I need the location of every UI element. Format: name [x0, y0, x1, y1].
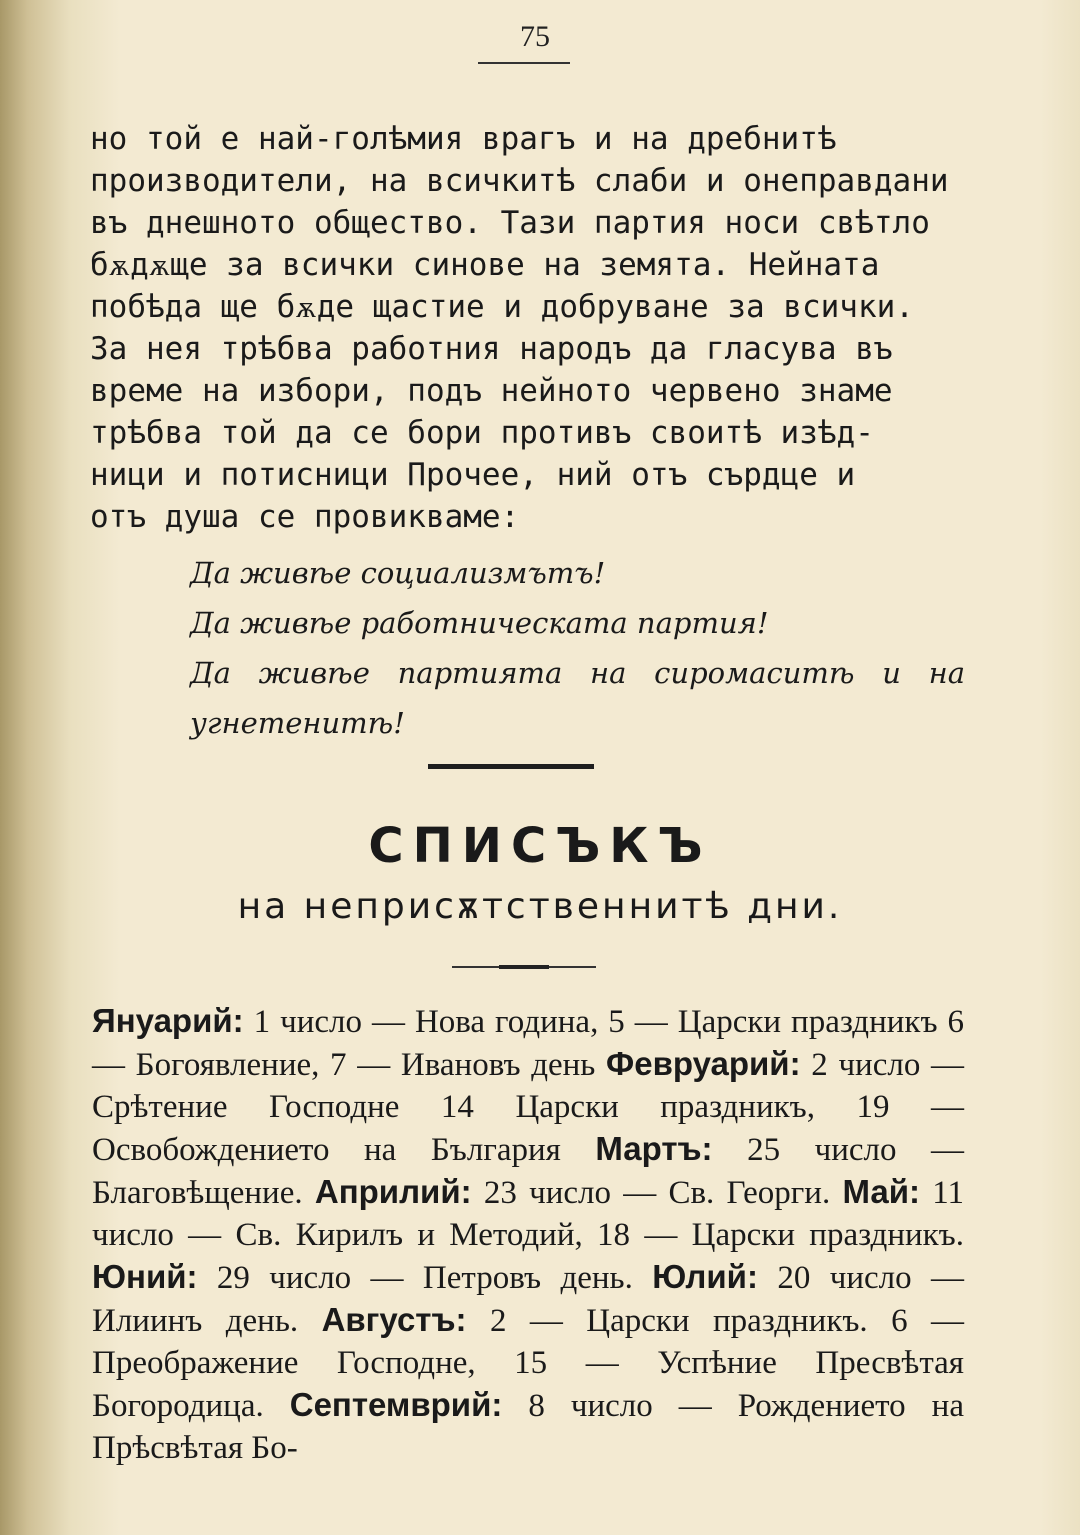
paragraph-line: производители, на всичкитѣ слаби и онеправдани: [90, 163, 949, 199]
holiday-text: 2 число — Срѣтение Господне 14 Царски праздникъ, 19 — Освобождението на България: [92, 1047, 964, 1168]
holiday-entry: [92, 1260, 652, 1296]
holiday-text: 23 число — Св. Георги.: [471, 1175, 843, 1211]
month-name: Априлий:: [314, 1173, 472, 1210]
paragraph-line: бѫдѫще за всички синове на земята. Нейната: [90, 247, 880, 283]
section-divider: [428, 764, 594, 769]
month-name: Януарий:: [92, 1002, 244, 1039]
holiday-text: 11 число — Св. Кирилъ и Методий, 18 — Царски праздникъ.: [92, 1175, 965, 1253]
holidays-list: [92, 1000, 964, 1469]
holiday-text: 29 число — Петровъ день.: [197, 1260, 653, 1296]
paragraph-line: трѣбва той да се бори противъ своитѣ изѣд-: [90, 415, 874, 451]
page-number-rule: [478, 62, 570, 64]
slogan: Да живѣе работническата партия!: [190, 606, 769, 640]
paragraph-line: побѣда ще бѫде щастие и добруване за всички.: [90, 289, 914, 325]
holiday-text: 2 — Царски праздникъ. 6 — Преображение Господне, 15 — Успѣние Пресвѣтая Богородица.: [92, 1303, 964, 1424]
month-name: Май:: [842, 1173, 920, 1210]
month-name: Юний:: [92, 1258, 198, 1295]
paragraph-line: въ днешното общество. Тази партия носи свѣтло: [90, 205, 930, 241]
holiday-text: 25 число — Благовѣщение.: [92, 1132, 964, 1211]
month-name: Юлий:: [652, 1258, 758, 1295]
page-number: 75: [520, 20, 550, 53]
month-name: Септемврий:: [289, 1386, 503, 1423]
slogans-block: [90, 548, 965, 748]
holiday-text: 8 число — Рождението на Прѣсвѣтая Бо-: [92, 1388, 964, 1466]
month-name: Мартъ:: [595, 1130, 713, 1167]
section-subtitle: на неприсѫтственнитѣ дни.: [237, 886, 843, 927]
month-name: Февруарий:: [606, 1045, 801, 1082]
holiday-text: 20 число — Илиинъ день.: [92, 1260, 964, 1339]
paragraph-line: За нея трѣбва работния народъ да гласува въ: [90, 331, 893, 367]
paragraph-line: отъ душа се провикваме:: [90, 499, 520, 535]
holiday-entry: [315, 1175, 843, 1211]
body-paragraph: [90, 118, 965, 538]
paragraph-line: ници и потисници Прочее, ний отъ сърдце и: [90, 457, 856, 493]
holiday-text: 1 число — Нова година, 5 — Царски праздникъ 6 — Богоявление, 7 — Ивановъ день: [92, 1004, 964, 1083]
ornament-divider: [452, 966, 596, 968]
section-title: СПИСЪКЪ: [368, 818, 712, 874]
slogan: Да живѣе партията на сиромаситѣ и на угнетенитѣ!: [190, 656, 965, 740]
paragraph-line: време на избори, подъ нейното червено знаме: [90, 373, 893, 409]
paragraph-line: но той е най-голѣмия врагъ и на дребнитѣ: [90, 121, 837, 157]
month-name: Августъ:: [321, 1301, 467, 1338]
slogan: Да живѣе социализмътъ!: [190, 556, 606, 590]
